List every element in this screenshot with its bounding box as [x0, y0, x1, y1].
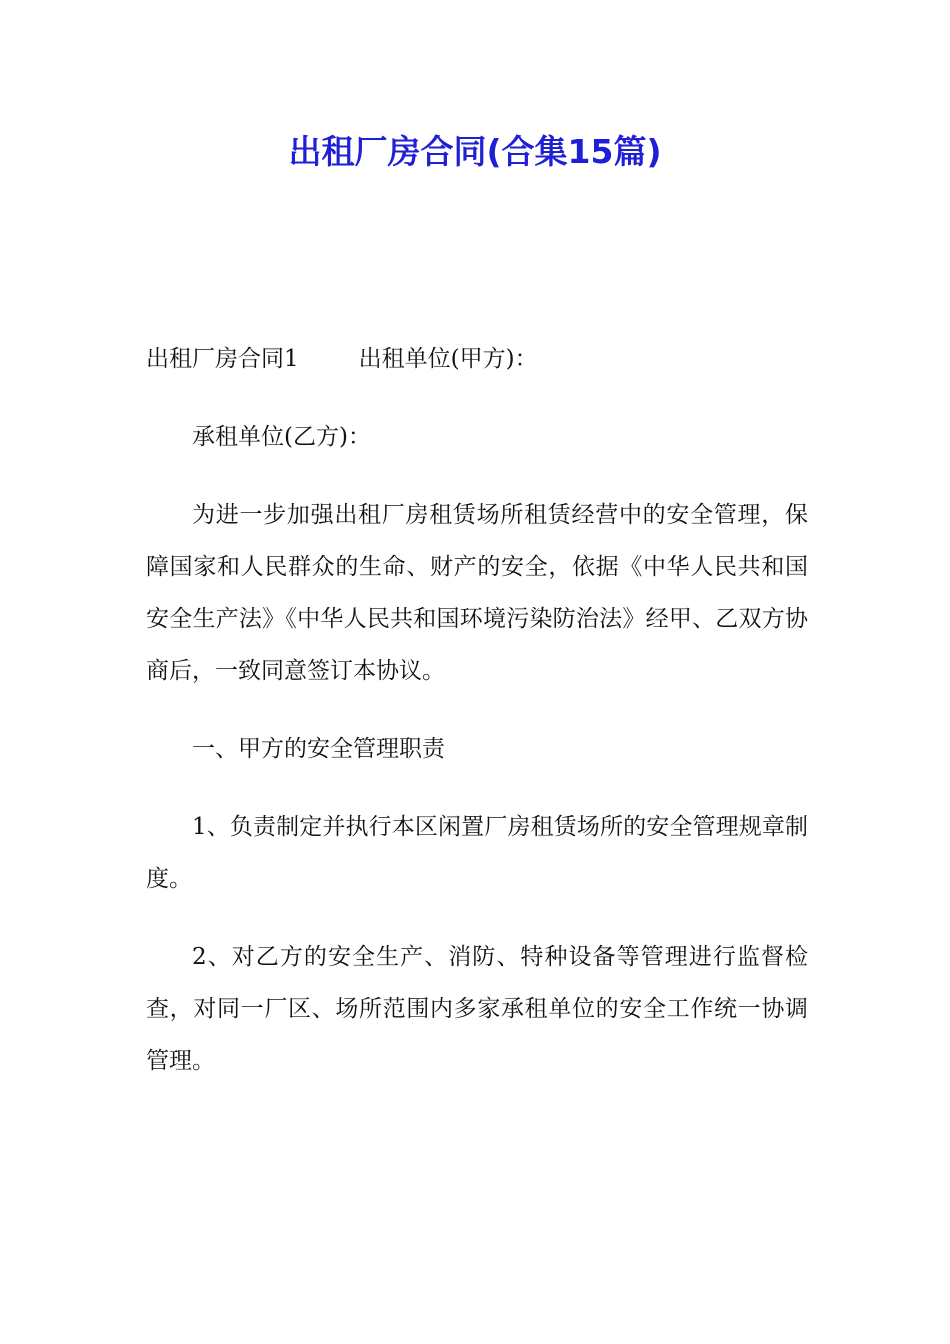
document-body: [146, 333, 808, 1113]
party-a-line: 出租单位(甲方)：: [358, 346, 538, 372]
paragraph-section-one: 一、甲方的安全管理职责: [192, 736, 445, 762]
paragraph-party-a: [146, 333, 808, 385]
paragraph-item-2: 2、对乙方的安全生产、消防、特种设备等管理进行监督检查，对同一厂区、场所范围内多家承租单位的安全工作统一协调管理。: [146, 944, 808, 1074]
section-heading: 出租厂房合同1: [146, 346, 299, 372]
document-title: 出租厂房合同(合集15篇): [288, 132, 662, 171]
paragraph-party-b: 承租单位(乙方)：: [192, 424, 371, 450]
paragraph-preamble: 为进一步加强出租厂房租赁场所租赁经营中的安全管理，保障国家和人民群众的生命、财产的安全，依据《中华人民共和国安全生产法》《中华人民共和国环境污染防治法》经甲、乙双方协商后，一致同意签订本协议。: [146, 502, 808, 684]
paragraph-item-1: 1、负责制定并执行本区闲置厂房租赁场所的安全管理规章制度。: [146, 814, 808, 892]
